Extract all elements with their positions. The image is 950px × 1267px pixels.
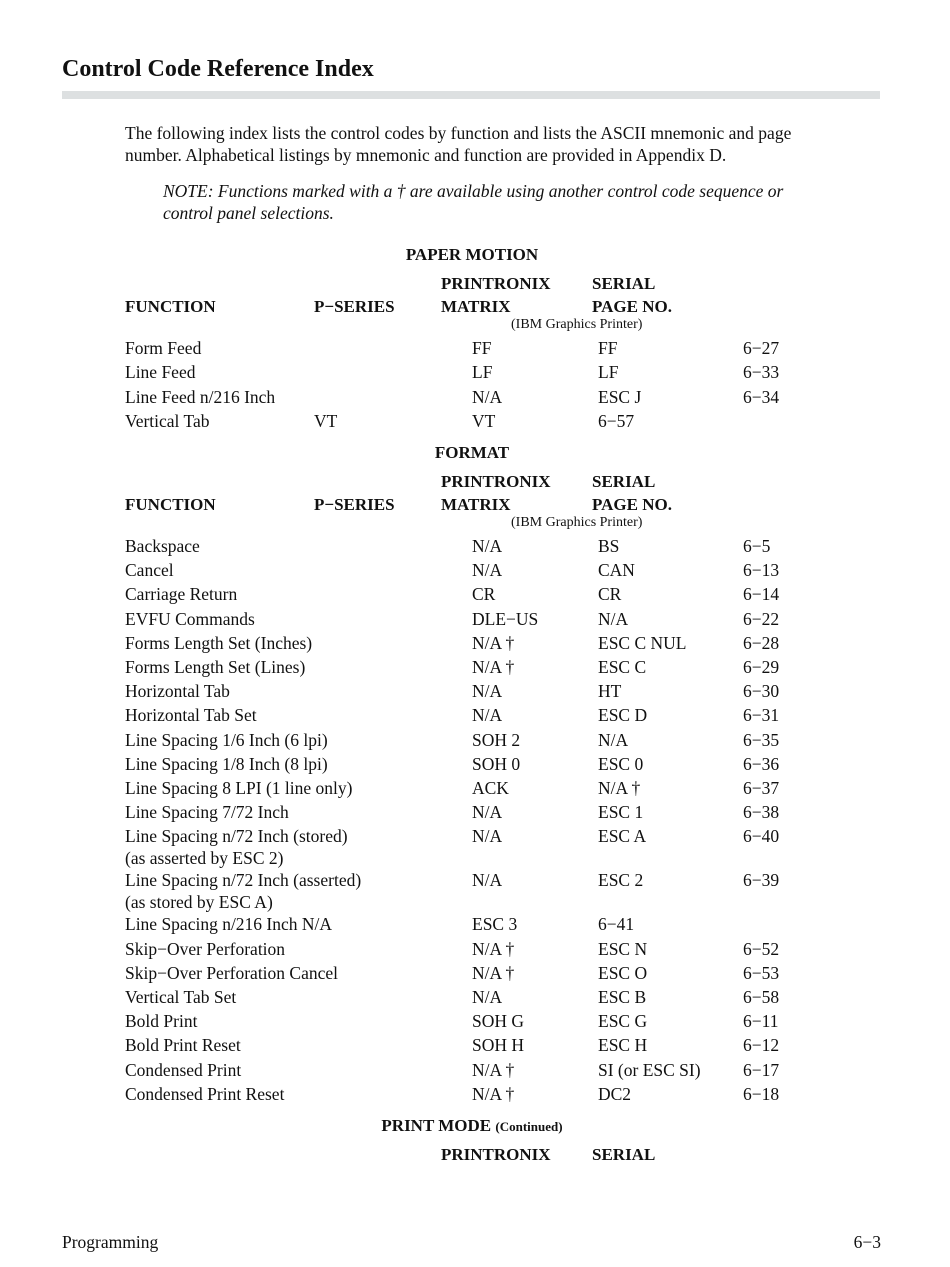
table-row <box>0 1010 950 1034</box>
printronix-cell: DLE−US <box>472 608 539 629</box>
serial-cell: ESC 1 <box>598 802 644 823</box>
function-cell: Horizontal Tab Set <box>125 705 257 726</box>
printronix-cell: SOH 0 <box>472 753 521 774</box>
table-row <box>0 729 950 753</box>
function-cell: Carriage Return <box>125 584 238 605</box>
function-cell: Bold Print <box>125 1011 198 1032</box>
header-matrix: MATRIX <box>441 495 511 514</box>
function-cell: Line Spacing 8 LPI (1 line only) <box>125 778 353 798</box>
serial-cell: ESC J <box>598 386 642 407</box>
printronix-cell: SOH G <box>472 1011 525 1032</box>
page-cell: 6−18 <box>743 1083 780 1104</box>
serial-cell: ESC 0 <box>598 753 644 774</box>
printronix-cell: SOH H <box>472 1035 525 1056</box>
title-rule <box>62 91 880 99</box>
header-function: FUNCTION <box>125 297 216 316</box>
table-row <box>0 1059 950 1083</box>
function-cell: Form Feed <box>125 338 202 358</box>
table-row <box>0 1083 950 1107</box>
serial-cell: CR <box>598 584 622 605</box>
intro-paragraph: The following index lists the control codes by function and lists the ASCII mnemonic and page number. Alphabetical listings by mnemonic and function are provided in Appendix D. <box>125 123 792 165</box>
table-row <box>0 825 950 869</box>
table-row <box>0 632 950 656</box>
table-row <box>0 913 950 937</box>
serial-cell: FF <box>598 338 618 358</box>
serial-cell: BS <box>598 536 620 556</box>
table-row <box>0 962 950 986</box>
function-cell: Line Spacing n/216 Inch N/A <box>125 914 333 935</box>
serial-cell: ESC N <box>598 938 648 959</box>
table-row <box>0 869 950 913</box>
page-cell: 6−38 <box>743 802 780 823</box>
serial-cell: CAN <box>598 560 635 581</box>
header-page-no: PAGE NO. <box>592 297 672 316</box>
table-row <box>0 680 950 704</box>
serial-cell: ESC G <box>598 1011 648 1032</box>
function-cell: Vertical Tab Set <box>125 987 237 1007</box>
serial-cell: DC2 <box>598 1083 632 1104</box>
table-row <box>0 656 950 680</box>
function-cell: Line Spacing 1/6 Inch (6 lpi) <box>125 729 328 750</box>
printronix-cell: N/A † <box>472 632 515 653</box>
printronix-cell: N/A † <box>472 938 515 959</box>
function-cell: Condensed Print <box>125 1059 242 1080</box>
table-row <box>0 535 950 559</box>
serial-cell: N/A <box>598 729 629 750</box>
page-cell: 6−52 <box>743 938 780 959</box>
printronix-cell: N/A <box>472 560 503 581</box>
page-cell: 6−28 <box>743 632 780 653</box>
function-cell: Line Spacing n/72 Inch (stored) <box>125 826 348 847</box>
page-cell: 6−5 <box>743 536 771 556</box>
section-title-paper-motion: PAPER MOTION <box>405 245 539 264</box>
function-cell: Skip−Over Perforation Cancel <box>125 962 339 983</box>
printronix-cell: N/A † <box>472 1059 515 1080</box>
serial-cell: N/A <box>598 608 629 629</box>
page-cell: 6−29 <box>743 657 780 677</box>
page-cell: 6−39 <box>743 870 780 891</box>
printronix-cell: N/A † <box>472 657 515 677</box>
table-row <box>0 608 950 632</box>
table-row <box>0 753 950 777</box>
function-cell: Condensed Print Reset <box>125 1083 285 1104</box>
page-cell: 6−12 <box>743 1035 780 1056</box>
page-cell: 6−36 <box>743 753 780 774</box>
footer-section-name: Programming <box>62 1232 159 1252</box>
serial-cell: ESC B <box>598 987 647 1007</box>
note-paragraph: NOTE: Functions marked with a † are available using another control code sequence or control panel selections. <box>163 181 784 223</box>
printronix-cell: FF <box>472 338 492 358</box>
print-mode-continued: (Continued) <box>495 1119 563 1134</box>
function-cell: Line Feed <box>125 362 196 383</box>
function-cell: Cancel <box>125 560 174 581</box>
printronix-cell: N/A † <box>472 962 515 983</box>
serial-cell: ESC 2 <box>598 870 644 891</box>
serial-cell: SI (or ESC SI) <box>598 1059 701 1080</box>
serial-cell: ESC H <box>598 1035 648 1056</box>
printronix-cell: N/A <box>472 870 503 891</box>
serial-cell: HT <box>598 681 622 702</box>
page-cell: 6−37 <box>743 778 780 798</box>
function-cell: Bold Print Reset <box>125 1035 241 1056</box>
header-serial: SERIAL <box>592 1145 656 1164</box>
function-cell: Line Feed n/216 Inch <box>125 386 276 407</box>
pseries-cell: VT <box>314 410 338 431</box>
page-cell: 6−34 <box>743 386 780 407</box>
printronix-cell: VT <box>472 410 496 431</box>
table-row <box>0 361 950 385</box>
serial-cell: N/A † <box>598 778 641 798</box>
page-cell: 6−17 <box>743 1059 780 1080</box>
function-cell: Line Spacing 7/72 Inch <box>125 802 289 823</box>
printronix-cell: N/A <box>472 536 503 556</box>
page-cell: 6−14 <box>743 584 780 605</box>
printronix-cell: N/A <box>472 681 503 702</box>
printronix-cell: N/A <box>472 826 503 847</box>
page-cell: 6−58 <box>743 987 780 1007</box>
table-row <box>0 410 950 434</box>
printronix-cell: CR <box>472 584 496 605</box>
table-row <box>0 777 950 801</box>
function-cell: Skip−Over Perforation <box>125 938 286 959</box>
printronix-cell: LF <box>472 362 493 383</box>
header-printronix: PRINTRONIX <box>441 274 551 293</box>
table-row <box>0 1034 950 1058</box>
serial-cell: ESC C NUL <box>598 632 687 653</box>
header-matrix: MATRIX <box>441 297 511 316</box>
header-pseries: P−SERIES <box>314 495 395 514</box>
page-cell: 6−30 <box>743 681 780 702</box>
serial-cell: 6−57 <box>598 410 635 431</box>
page-cell: 6−40 <box>743 826 780 847</box>
section-title-print-mode <box>0 1116 944 1136</box>
printronix-cell: N/A <box>472 386 503 407</box>
page-cell: 6−33 <box>743 362 780 383</box>
printronix-cell: ACK <box>472 778 509 798</box>
table-row <box>0 704 950 728</box>
function-cell: Backspace <box>125 536 200 556</box>
section-title-format: FORMAT <box>434 443 510 462</box>
page-cell: 6−35 <box>743 729 780 750</box>
function-cell: Forms Length Set (Inches) <box>125 632 313 653</box>
serial-cell: ESC A <box>598 826 647 847</box>
serial-cell: ESC C <box>598 657 647 677</box>
page-cell: 6−13 <box>743 560 780 581</box>
header-pseries: P−SERIES <box>314 297 395 316</box>
function-cell: Line Spacing 1/8 Inch (8 lpi) <box>125 753 328 774</box>
table-row <box>0 938 950 962</box>
print-mode-title: PRINT MODE <box>381 1116 492 1135</box>
function-cell: Vertical Tab <box>125 410 210 431</box>
serial-cell: LF <box>598 362 619 383</box>
printronix-cell: ESC 3 <box>472 914 518 935</box>
page-title: Control Code Reference Index <box>62 56 374 82</box>
page-cell: 6−31 <box>743 705 780 726</box>
table-row <box>0 583 950 607</box>
header-printronix: PRINTRONIX <box>441 472 551 491</box>
serial-cell: ESC O <box>598 962 648 983</box>
table-row <box>0 337 950 361</box>
table-row <box>0 986 950 1010</box>
printronix-cell: N/A <box>472 705 503 726</box>
page-cell: 6−27 <box>743 338 780 358</box>
page-cell: 6−22 <box>743 608 780 629</box>
function-cell: Line Spacing n/72 Inch (asserted) <box>125 870 362 891</box>
header-serial: SERIAL <box>592 472 656 491</box>
table-row <box>0 559 950 583</box>
page-cell: 6−53 <box>743 962 780 983</box>
header-ibm-note: (IBM Graphics Printer) <box>511 515 643 530</box>
function-cell: Horizontal Tab <box>125 681 230 702</box>
page-cell: 6−11 <box>743 1011 779 1032</box>
serial-cell: 6−41 <box>598 914 635 935</box>
header-printronix: PRINTRONIX <box>441 1145 551 1164</box>
table-row <box>0 801 950 825</box>
header-serial: SERIAL <box>592 274 656 293</box>
header-page-no: PAGE NO. <box>592 495 672 514</box>
header-function: FUNCTION <box>125 495 216 514</box>
table-row <box>0 386 950 410</box>
printronix-cell: N/A <box>472 987 503 1007</box>
header-ibm-note: (IBM Graphics Printer) <box>511 317 643 332</box>
function-cell: Forms Length Set (Lines) <box>125 657 306 677</box>
printronix-cell: N/A <box>472 802 503 823</box>
footer-page-number: 6−3 <box>853 1232 881 1252</box>
function-subline-cell: (as stored by ESC A) <box>125 892 273 913</box>
serial-cell: ESC D <box>598 705 648 726</box>
function-cell: EVFU Commands <box>125 608 255 629</box>
printronix-cell: N/A † <box>472 1083 515 1104</box>
printronix-cell: SOH 2 <box>472 729 521 750</box>
function-subline-cell: (as asserted by ESC 2) <box>125 848 284 869</box>
